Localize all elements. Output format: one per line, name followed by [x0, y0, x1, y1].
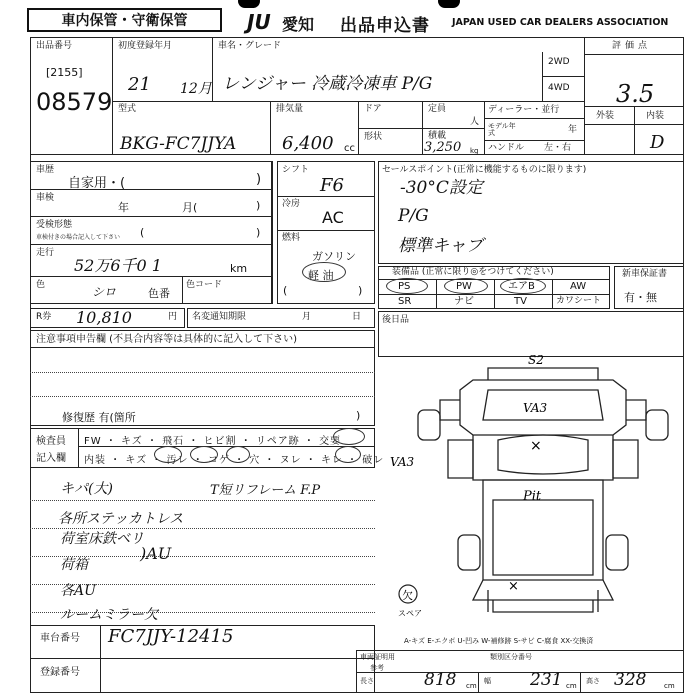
load-label: 積載	[428, 131, 447, 141]
first-reg-label: 初度登録年月	[118, 41, 173, 51]
tear-circle	[335, 446, 361, 463]
dirt-circle	[154, 446, 182, 463]
registration-label: 登録番号	[40, 667, 80, 678]
model-name-label: 車名・グレード	[218, 41, 282, 51]
mark-pit: Pit	[523, 489, 542, 504]
note-4: 荷室床鉄ベリ	[60, 531, 144, 547]
binding-mark	[438, 0, 460, 8]
sales-point-3: 標準キャブ	[398, 236, 483, 256]
mark-x-rear: ×	[508, 579, 519, 594]
repair-close: )	[356, 409, 361, 422]
color-label: 色	[36, 280, 46, 290]
color-value: シロ	[92, 285, 117, 299]
equip-leather: カワシート	[556, 296, 602, 306]
displacement-unit: cc	[344, 143, 355, 154]
check-interior-item-1: キズ ・	[125, 455, 167, 466]
history-block	[30, 161, 272, 304]
load-unit: kg	[470, 147, 479, 155]
equip-ps: PS	[398, 281, 411, 292]
notice-day: 日	[352, 312, 362, 322]
history-close: )	[256, 172, 262, 187]
recycle-label: R券	[36, 312, 52, 322]
check-interior-item-5: ヌレ ・	[279, 455, 321, 466]
chassis-label: 車台番号	[40, 633, 80, 644]
equipment-label: 装備品 (正常に限り◎をつけてください)	[392, 267, 554, 277]
repair-history: 修復歴 有(箇所	[62, 411, 136, 424]
note-3: 各所ステッカトレス	[58, 511, 184, 527]
height-label: 高さ	[586, 677, 600, 685]
capacity-unit: 人	[470, 117, 480, 127]
equip-aw: AW	[570, 281, 587, 292]
equip-pw: PW	[456, 281, 472, 292]
form-title: 出品申込書	[340, 16, 430, 36]
height-value: 328	[614, 670, 647, 690]
length-label: 長さ	[360, 677, 374, 685]
history-value: 自家用・(	[68, 176, 126, 191]
equip-airbag: エアB	[508, 281, 535, 292]
shape-label: 形状	[364, 132, 383, 142]
binding-mark	[238, 0, 260, 8]
displacement-value: 6,400	[282, 133, 334, 154]
height-unit: cm	[664, 682, 675, 690]
burn-circle	[190, 446, 218, 463]
diesel-circle	[302, 262, 346, 282]
lot-sub: [2155]	[46, 66, 83, 79]
org-name: 愛知	[282, 15, 315, 34]
interior-value: D	[650, 132, 665, 153]
color-code-label: 色コード	[186, 280, 223, 290]
note-8: ルームミラー欠	[60, 607, 158, 623]
remarks-label: 注意事項申告欄 (不具合内容等は具体的に記入して下さい)	[36, 334, 297, 345]
pw-circle	[444, 278, 488, 294]
fuel-open: (	[283, 284, 288, 297]
cert-sub: 参考	[370, 664, 384, 672]
mileage-value: 52万6千0 1	[74, 256, 162, 275]
lot-label: 出品番号	[36, 41, 73, 51]
history-label: 車歴	[36, 165, 55, 175]
class-label: 類別区分番号	[490, 653, 532, 661]
check-interior-item-0: 内装 ・	[84, 455, 126, 466]
aircon-value: AC	[322, 208, 344, 227]
transfer-open: (	[140, 226, 145, 239]
check-interior-item-4: 穴 ・	[249, 455, 280, 466]
check-interior-item-6: キレ ・	[320, 455, 363, 466]
vehicle-diagram	[378, 350, 684, 640]
note-1: キパ(大)	[60, 481, 113, 497]
handle-options: 左・右	[544, 143, 572, 153]
displacement-label: 排気量	[276, 104, 304, 114]
check-exterior-item-1: キズ ・	[121, 436, 163, 447]
equip-sr: SR	[398, 296, 412, 307]
note-7: 各AU	[60, 583, 96, 599]
first-reg-year: 21	[128, 74, 151, 95]
mark-s2: S2	[528, 353, 544, 367]
notice-label: 名変通知期限	[192, 312, 247, 322]
sales-points-label: セールスポイント(正常に機能するものに限ります)	[382, 165, 587, 175]
exterior-label: 外装	[596, 111, 615, 121]
spare-mark: 欠	[402, 589, 413, 602]
sales-point-2: P/G	[398, 206, 429, 226]
interior-label: 内装	[646, 111, 665, 121]
sales-point-1: -30°C設定	[400, 178, 483, 198]
door-label: ドア	[364, 104, 382, 114]
inspection-year: 年	[118, 201, 129, 214]
fuel-gasoline: ガソリン	[312, 250, 356, 263]
model-year-label: モデル年式	[488, 122, 516, 137]
check-row-exterior	[84, 432, 341, 447]
mark-va3-top: VA3	[523, 401, 548, 415]
mark-va3-left: VA3	[390, 455, 415, 469]
check-interior-item-2: 汚レ ・	[166, 455, 208, 466]
fuel-diesel: 軽 油	[308, 269, 334, 282]
equip-tv: TV	[514, 296, 527, 307]
model-name-value: レンジャー 冷蔵冷凍車 P/G	[222, 74, 433, 94]
ju-logo: JU	[247, 10, 271, 34]
check-exterior-item-0: FW ・	[84, 436, 121, 447]
type-label: 型式	[118, 104, 137, 114]
spare-label: スペア	[398, 609, 422, 618]
hole-circle	[226, 446, 250, 463]
english-title: JAPAN USED CAR DEALERS ASSOCIATION	[452, 17, 669, 28]
storage-title: 車内保管・守衛保管	[27, 8, 222, 32]
length-unit: cm	[466, 682, 477, 690]
first-reg-month: 12月	[180, 81, 212, 97]
load-value: 3,250	[424, 140, 462, 155]
mileage-unit: km	[230, 262, 248, 275]
mileage-label: 走行	[36, 248, 55, 258]
transfer-sub: 車検付きの場合記入して下さい	[36, 234, 121, 241]
width-label: 幅	[484, 677, 491, 685]
cert-label: 車両証明用	[360, 653, 395, 661]
note-6: )AU	[140, 544, 172, 563]
check-exterior-item-4: リペア跡 ・	[255, 436, 320, 447]
color-num-label: 色番	[148, 287, 170, 300]
new-warranty-label: 新車保証書	[622, 269, 668, 279]
check-interior-item-7: 破レ	[362, 455, 385, 466]
dealer-label: ディーラー・並行	[488, 105, 560, 115]
aircon-label: 冷房	[282, 199, 301, 209]
transfer-close: )	[256, 226, 261, 239]
lot-number: 08579	[36, 88, 113, 116]
drive-2wd: 2WD	[548, 57, 570, 67]
type-value: BKG-FC7JJYA	[120, 134, 237, 154]
check-exterior-item-3: ヒビ割 ・	[203, 436, 256, 447]
shift-label: シフト	[282, 165, 310, 175]
length-value: 818	[424, 670, 457, 690]
width-unit: cm	[566, 682, 577, 690]
fuel-close: )	[358, 284, 363, 297]
inspection-close: )	[256, 199, 261, 212]
check-interior-item-3: コゲ ・	[207, 455, 250, 466]
drive-4wd: 4WD	[548, 83, 570, 93]
chassis-value: FC7JJY-12415	[108, 626, 234, 647]
damage-legend: A-キズ E-エクボ U-凹み W-補修跡 S-サビ C-腐食 XX-交換済	[404, 637, 594, 645]
transfer-label: 受検形態	[36, 220, 73, 230]
exchange-circle	[333, 428, 365, 445]
notice-month: 月	[302, 312, 312, 322]
inspection-label: 車検	[36, 193, 55, 203]
recycle-value: 10,810	[76, 308, 132, 327]
handle-label: ハンドル	[488, 143, 525, 153]
check-label: 検査員記入欄	[36, 436, 66, 464]
score-label: 評価点	[612, 41, 652, 51]
note-2: T短リフレーム F.P	[210, 483, 321, 498]
shift-value: F6	[320, 175, 344, 196]
inspector-notes-label: 後日品	[382, 315, 410, 325]
score-value: 3.5	[616, 80, 655, 108]
inspection-month: 月(	[182, 201, 198, 214]
width-value: 231	[530, 670, 563, 690]
mark-x-cab: ×	[530, 438, 542, 454]
model-year-unit: 年	[568, 125, 578, 135]
new-warranty-value: 有・無	[624, 291, 657, 304]
check-exterior-item-5: 交要	[319, 436, 342, 447]
recycle-unit: 円	[168, 312, 178, 322]
note-5: 荷箱	[60, 557, 88, 573]
fuel-label: 燃料	[282, 233, 301, 243]
airbag-circle	[500, 278, 546, 294]
equip-navi: ナビ	[454, 296, 474, 307]
ps-circle	[386, 278, 428, 294]
capacity-label: 定員	[428, 104, 447, 114]
check-exterior-item-2: 飛石 ・	[162, 436, 204, 447]
